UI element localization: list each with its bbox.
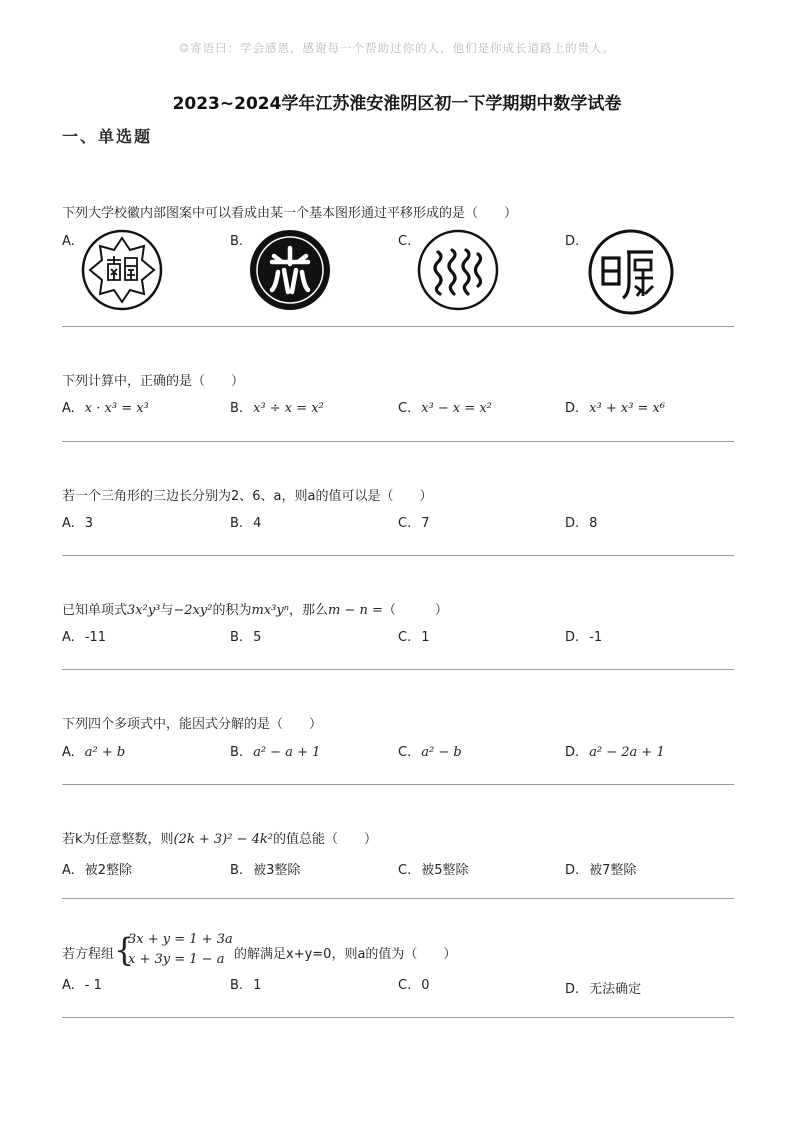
question-3-option-c[interactable] <box>398 516 430 531</box>
question-3-option-d[interactable] <box>565 516 597 531</box>
option-label: A. <box>62 401 75 416</box>
stem-text: （ ） <box>382 603 448 618</box>
option-label: D. <box>565 630 580 645</box>
question-5-stem: 下列四个多项式中，能因式分解的是（ ） <box>62 717 323 732</box>
question-2-option-a[interactable] <box>62 401 149 416</box>
question-5-option-b[interactable] <box>230 745 320 760</box>
option-label: A. <box>62 863 75 878</box>
peking-emblem <box>248 228 332 312</box>
option-text: 8 <box>589 516 598 531</box>
question-6-stem <box>62 828 377 847</box>
stem-math: m − n = <box>327 603 383 618</box>
option-label: C. <box>398 978 412 993</box>
option-text: 被2整除 <box>84 863 133 878</box>
stem-text: 的解满足x+y=0，则a的值为（ ） <box>234 947 457 962</box>
option-text: x³ − x = x² <box>421 401 492 416</box>
question-3-option-b[interactable] <box>230 516 261 531</box>
option-text: 被5整除 <box>421 863 469 878</box>
option-text: 被3整除 <box>253 863 301 878</box>
option-a-label: A. <box>62 234 75 249</box>
option-label: C. <box>398 401 412 416</box>
option-label: C. <box>398 630 412 645</box>
separator <box>62 555 734 556</box>
stem-text: 的积为 <box>212 603 252 618</box>
question-4-option-c[interactable] <box>398 630 430 645</box>
option-label: B. <box>230 978 244 993</box>
option-label: B. <box>230 863 244 878</box>
separator <box>62 898 734 899</box>
question-3-stem: 若一个三角形的三边长分别为2、6、a，则a的值可以是（ ） <box>62 489 433 504</box>
option-text: 1 <box>421 630 430 645</box>
option-text: x · x³ = x³ <box>84 401 149 416</box>
question-6-option-a[interactable] <box>62 859 132 878</box>
question-6-option-c[interactable] <box>398 859 469 878</box>
option-text: 0 <box>421 978 430 993</box>
option-text: a² + b <box>84 745 126 760</box>
option-text: - 1 <box>84 978 102 993</box>
option-text: x³ + x³ = x⁶ <box>589 401 666 416</box>
option-label: D. <box>565 745 580 760</box>
option-text: a² − 2a + 1 <box>589 745 665 760</box>
stem-text: 若方程组 <box>62 947 115 962</box>
question-2-option-c[interactable] <box>398 401 492 416</box>
question-7-option-a[interactable] <box>62 978 102 993</box>
stem-text: 与 <box>160 603 174 618</box>
option-text: 无法确定 <box>589 982 642 997</box>
option-text: -11 <box>84 630 107 645</box>
option-label: D. <box>565 982 580 997</box>
option-label: C. <box>398 863 412 878</box>
option-label: A. <box>62 516 75 531</box>
system-equation-1: 3x + y = 1 + 3a <box>128 932 233 947</box>
option-text: -1 <box>589 630 603 645</box>
stem-text: 已知单项式 <box>62 603 128 618</box>
stem-text: 的值总能（ ） <box>272 832 377 847</box>
separator <box>62 326 734 327</box>
separator <box>62 441 734 442</box>
option-label: A. <box>62 978 75 993</box>
separator <box>62 669 734 670</box>
zhejiang-emblem <box>416 228 500 312</box>
page-title: 2023~2024学年江苏淮安淮阴区初一下学期期中数学试卷 <box>172 94 622 114</box>
question-2-option-b[interactable] <box>230 401 324 416</box>
option-label: D. <box>565 401 580 416</box>
option-b-label: B. <box>230 234 244 249</box>
brace-symbol: { <box>114 931 135 969</box>
option-label: B. <box>230 401 244 416</box>
option-label: B. <box>230 745 244 760</box>
question-7-option-d[interactable] <box>565 978 641 997</box>
stem-text: 若k为任意整数，则 <box>62 832 174 847</box>
option-text: 被7整除 <box>589 863 637 878</box>
question-6-option-b[interactable] <box>230 859 300 878</box>
separator <box>62 1017 734 1018</box>
option-text: 3 <box>84 516 94 531</box>
question-4-stem <box>62 599 448 618</box>
stem-math: (2k + 3)² − 4k² <box>173 832 273 847</box>
question-6-option-d[interactable] <box>565 859 636 878</box>
question-4-option-d[interactable] <box>565 630 602 645</box>
option-label: D. <box>565 863 580 878</box>
option-d-label: D. <box>565 234 580 249</box>
option-label: A. <box>62 745 75 760</box>
xiamen-emblem <box>587 228 675 316</box>
question-5-option-a[interactable] <box>62 745 125 760</box>
option-label: B. <box>230 516 244 531</box>
option-text: a² − b <box>421 745 462 760</box>
question-4-option-a[interactable] <box>62 630 106 645</box>
option-label: B. <box>230 630 244 645</box>
question-3-option-a[interactable] <box>62 516 93 531</box>
question-5-option-d[interactable] <box>565 745 665 760</box>
option-text: 1 <box>253 978 262 993</box>
stem-math: mx³yⁿ <box>251 603 289 618</box>
motto-header: ☺寄语曰：学会感恩，感谢每一个帮助过你的人，他们是你成长道路上的贵人。 <box>178 41 616 55</box>
section-heading: 一、单选题 <box>62 127 153 146</box>
nankai-emblem <box>80 228 164 312</box>
option-text: 7 <box>421 516 430 531</box>
question-2-stem: 下列计算中，正确的是（ ） <box>62 374 245 389</box>
option-label: C. <box>398 745 412 760</box>
option-text: 4 <box>253 516 262 531</box>
stem-math: 3x²y³ <box>127 603 161 618</box>
option-c-label: C. <box>398 234 412 249</box>
question-5-option-c[interactable] <box>398 745 462 760</box>
system-equation-2: x + 3y = 1 − a <box>128 952 225 967</box>
separator <box>62 784 734 785</box>
question-4-option-b[interactable] <box>230 630 261 645</box>
question-7-option-c[interactable] <box>398 978 430 993</box>
option-label: C. <box>398 516 412 531</box>
option-label: A. <box>62 630 75 645</box>
stem-math: −2xy² <box>173 603 213 618</box>
option-text: x³ ÷ x = x² <box>253 401 324 416</box>
option-label: D. <box>565 516 580 531</box>
question-7-option-b[interactable] <box>230 978 261 993</box>
option-text: 5 <box>253 630 262 645</box>
question-2-option-d[interactable] <box>565 401 665 416</box>
question-stem: 下列大学校徽内部图案中可以看成由某一个基本图形通过平移形成的是（ ） <box>62 206 518 221</box>
stem-text: ，那么 <box>288 603 328 618</box>
option-text: a² − a + 1 <box>253 745 321 760</box>
